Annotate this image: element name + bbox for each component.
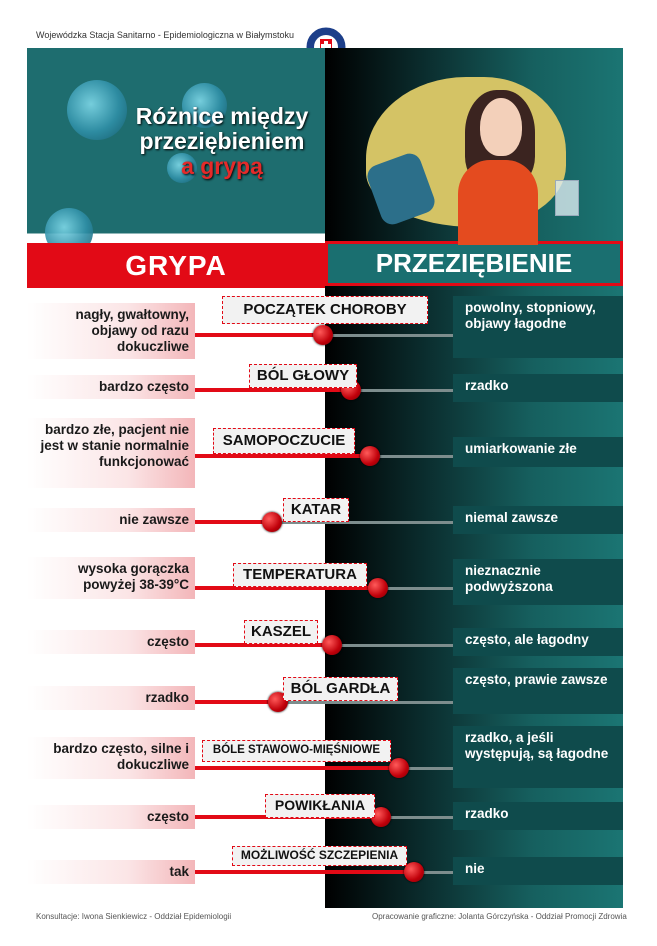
footer-consultation: Konsultacje: Iwona Sienkiewicz - Oddział Epidemiologii [36,912,232,921]
przeziebienie-value: rzadko [453,802,623,830]
marker-dot [360,446,380,466]
connector-red [195,388,351,392]
footer-design: Opracowanie graficzne: Jolanta Górczyńska - Oddział Promocji Zdrowia [372,912,627,921]
grypa-value: bardzo często, silne i dokuczliwe [27,737,195,779]
marker-dot [368,578,388,598]
title-line1: Różnice między [135,103,309,129]
marker-dot [404,862,424,882]
category-label: KATAR [283,498,349,522]
connector-grey [381,816,453,819]
title-line2: przeziębieniem [139,128,305,154]
grypa-value: często [27,630,195,654]
przeziebienie-value: powolny, stopniowy, objawy łagodne [453,296,623,358]
grypa-value: bardzo często [27,375,195,399]
grypa-value: wysoka gorączka powyżej 38-39°C [27,557,195,599]
przeziebienie-value: nie [453,857,623,885]
przeziebienie-value: umiarkowanie złe [453,437,623,467]
connector-red [195,520,272,524]
marker-dot [313,325,333,345]
grypa-value: nie zawsze [27,508,195,532]
title-line3: a grypą [181,153,263,179]
connector-grey [278,701,453,704]
category-label: TEMPERATURA [233,563,367,587]
grypa-value: często [27,805,195,829]
grypa-header: GRYPA [27,243,325,288]
connector-grey [378,587,453,590]
glass-icon [555,180,579,216]
virus-icon [67,80,127,140]
przeziebienie-value: rzadko [453,374,623,402]
sick-woman-body [458,160,538,245]
category-label: MOŻLIWOŚĆ SZCZEPIENIA [232,846,407,866]
przeziebienie-value: często, prawie zawsze [453,668,623,714]
category-label: BÓL GARDŁA [283,677,398,701]
przeziebienie-value: rzadko, a jeśli występują, są łagodne [453,726,623,788]
marker-dot [322,635,342,655]
marker-dot [262,512,282,532]
connector-red [195,766,399,770]
connector-red [195,870,414,874]
category-label: BÓL GŁOWY [249,364,357,388]
sick-woman-face [480,98,522,156]
connector-grey [332,644,453,647]
marker-dot [389,758,409,778]
connector-red [195,333,323,337]
category-label: POWIKŁANIA [265,794,375,818]
connector-grey [323,334,453,337]
category-label: SAMOPOCZUCIE [213,428,355,454]
connector-red [195,700,278,704]
grypa-value: nagły, gwałtowny, objawy od razu dokuczliwe [27,303,195,359]
przeziebienie-header: PRZEZIĘBIENIE [325,241,623,286]
przeziebienie-value: niemal zawsze [453,506,623,534]
grypa-value: bardzo złe, pacjent nie jest w stanie normalnie funkcjonować [27,418,195,488]
poster-title [127,104,317,179]
category-label: KASZEL [244,620,318,644]
connector-grey [351,389,453,392]
connector-grey [370,455,453,458]
connector-red [195,454,370,458]
grypa-value: rzadko [27,686,195,710]
header-institution: Wojewódzka Stacja Sanitarno - Epidemiologiczna w Białymstoku [36,30,294,40]
grypa-value: tak [27,860,195,884]
przeziebienie-value: często, ale łagodny [453,628,623,656]
category-label: BÓLE STAWOWO-MIĘŚNIOWE [202,740,391,762]
category-label: POCZĄTEK CHOROBY [222,296,428,324]
przeziebienie-value: nieznacznie podwyższona [453,559,623,605]
